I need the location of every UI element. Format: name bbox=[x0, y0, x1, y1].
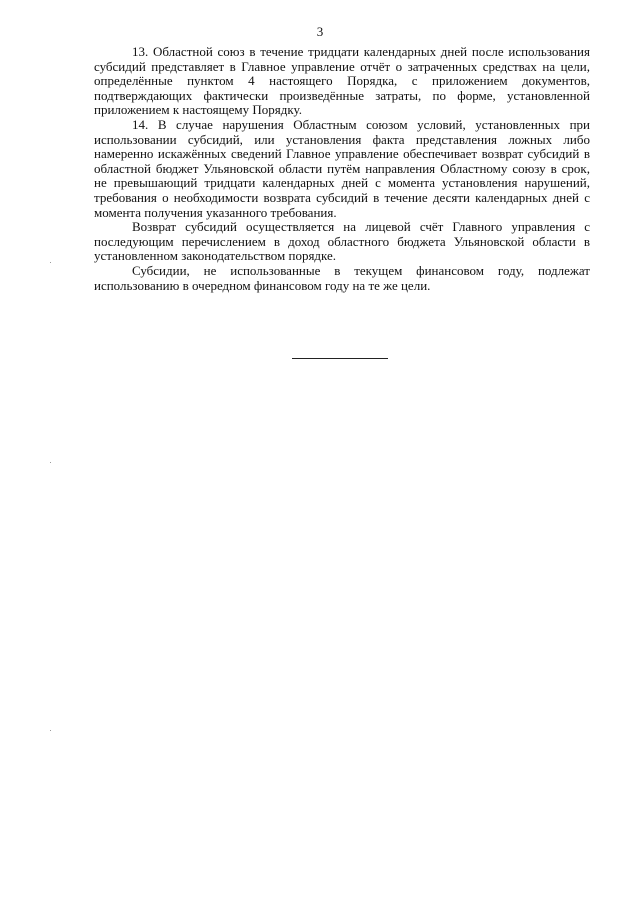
end-divider-line bbox=[292, 358, 388, 359]
scan-speck bbox=[50, 462, 51, 463]
scan-speck bbox=[50, 262, 51, 263]
document-body bbox=[94, 45, 590, 293]
paragraph-unused-subsidies: Субсидии, не использованные в текущем финансовом году, подлежат использованию в очередном финансовом году на те же цели. bbox=[94, 262, 590, 293]
scan-speck bbox=[50, 730, 51, 731]
paragraph-refund: Возврат субсидий осуществляется на лицевой счёт Главного управления с последующим перечислением в доход областного бюджета Ульяновской области в установленном законодательством порядке. bbox=[94, 219, 590, 264]
page-number: 3 bbox=[316, 24, 324, 39]
paragraph-14: 14. В случае нарушения Областным союзом условий, установленных при использовании субсидий, или установления факта представления ложных либо намеренно искажённых сведений Главное управление обеспечивает возврат субсидий в областной бюджет Ульяновской области путём направления Областному союзу в срок, не превышающий тридцати календарных дней с момента установления нарушений, требования о необходимости возврата субсидий в течение десяти календарных дней с момента получения указанного требования. bbox=[94, 116, 590, 220]
paragraph-13: 13. Областной союз в течение тридцати календарных дней после использования субсидий представляет в Главное управление отчёт о затраченных средствах на цели, определённые пунктом 4 настоящего Порядка, с приложением документов, подтверждающих фактически произведённые затраты, по форме, установленной приложением к настоящему Порядку. bbox=[94, 44, 590, 118]
